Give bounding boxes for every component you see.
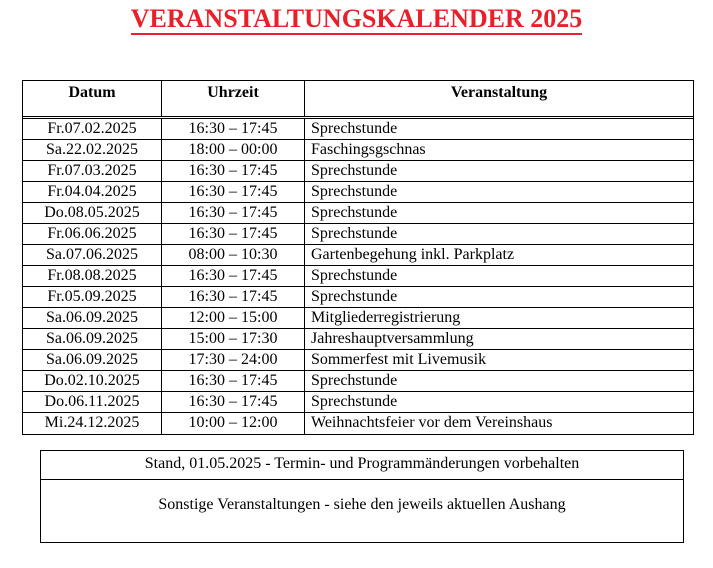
notice-box bbox=[40, 450, 684, 543]
cell-datum: Sa.07.06.2025 bbox=[23, 245, 162, 265]
cell-veranstaltung: Sprechstunde bbox=[311, 288, 398, 305]
cell-veranstaltung: Faschingsgschnas bbox=[311, 141, 426, 158]
notice-other-events: Sonstige Veranstaltungen - siehe den jeweils aktuellen Aushang bbox=[158, 496, 566, 513]
cell-datum: Do.02.10.2025 bbox=[23, 371, 162, 391]
cell-datum: Fr.05.09.2025 bbox=[23, 287, 162, 307]
header-datum: Datum bbox=[23, 81, 162, 116]
table-row bbox=[23, 329, 693, 350]
cell-veranstaltung: Jahreshauptversammlung bbox=[311, 330, 474, 347]
cell-datum: Fr.04.04.2025 bbox=[23, 182, 162, 202]
table-row bbox=[23, 245, 693, 266]
cell-uhrzeit: 16:30 – 17:45 bbox=[162, 371, 305, 391]
cell-veranstaltung: Sprechstunde bbox=[311, 162, 398, 179]
cell-uhrzeit: 16:30 – 17:45 bbox=[162, 224, 305, 244]
table-row bbox=[23, 182, 693, 203]
cell-datum: Sa.06.09.2025 bbox=[23, 308, 162, 328]
table-row bbox=[23, 224, 693, 245]
cell-veranstaltung: Sommerfest mit Livemusik bbox=[311, 351, 487, 368]
cell-veranstaltung: Sprechstunde bbox=[311, 225, 398, 242]
cell-veranstaltung: Weihnachtsfeier vor dem Vereinshaus bbox=[311, 414, 553, 431]
cell-datum: Do.08.05.2025 bbox=[23, 203, 162, 223]
cell-uhrzeit: 16:30 – 17:45 bbox=[162, 161, 305, 181]
table-row bbox=[23, 140, 693, 161]
table-row bbox=[23, 203, 693, 224]
cell-datum: Sa.06.09.2025 bbox=[23, 329, 162, 349]
table-row bbox=[23, 266, 693, 287]
table-row bbox=[23, 392, 693, 413]
cell-veranstaltung: Sprechstunde bbox=[311, 267, 398, 284]
table-body bbox=[23, 119, 693, 434]
cell-uhrzeit: 16:30 – 17:45 bbox=[162, 203, 305, 223]
cell-datum: Fr.07.03.2025 bbox=[23, 161, 162, 181]
cell-datum: Sa.22.02.2025 bbox=[23, 140, 162, 160]
table-row bbox=[23, 350, 693, 371]
cell-veranstaltung: Sprechstunde bbox=[311, 372, 398, 389]
cell-uhrzeit: 08:00 – 10:30 bbox=[162, 245, 305, 265]
page-title bbox=[0, 4, 713, 34]
cell-uhrzeit: 16:30 – 17:45 bbox=[162, 287, 305, 307]
table-row bbox=[23, 161, 693, 182]
cell-uhrzeit: 16:30 – 17:45 bbox=[162, 266, 305, 286]
cell-uhrzeit: 18:00 – 00:00 bbox=[162, 140, 305, 160]
table-row bbox=[23, 119, 693, 140]
cell-datum: Mi.24.12.2025 bbox=[23, 413, 162, 434]
cell-uhrzeit: 16:30 – 17:45 bbox=[162, 119, 305, 139]
table-row bbox=[23, 371, 693, 392]
cell-veranstaltung: Sprechstunde bbox=[311, 393, 398, 410]
cell-uhrzeit: 16:30 – 17:45 bbox=[162, 392, 305, 412]
cell-datum: Sa.06.09.2025 bbox=[23, 350, 162, 370]
cell-datum: Fr.08.08.2025 bbox=[23, 266, 162, 286]
cell-uhrzeit: 10:00 – 12:00 bbox=[162, 413, 305, 434]
notice-status: Stand, 01.05.2025 - Termin- und Programmänderungen vorbehalten bbox=[41, 451, 683, 480]
header-uhrzeit: Uhrzeit bbox=[162, 81, 305, 116]
cell-uhrzeit: 16:30 – 17:45 bbox=[162, 182, 305, 202]
table-header bbox=[23, 81, 693, 117]
header-veranstaltung: Veranstaltung bbox=[450, 84, 548, 101]
cell-veranstaltung: Gartenbegehung inkl. Parkplatz bbox=[311, 246, 515, 263]
cell-veranstaltung: Mitgliederregistrierung bbox=[311, 309, 461, 326]
event-table bbox=[22, 80, 694, 435]
cell-uhrzeit: 12:00 – 15:00 bbox=[162, 308, 305, 328]
cell-uhrzeit: 17:30 – 24:00 bbox=[162, 350, 305, 370]
cell-veranstaltung: Sprechstunde bbox=[311, 204, 398, 221]
cell-datum: Do.06.11.2025 bbox=[23, 392, 162, 412]
table-row bbox=[23, 308, 693, 329]
cell-uhrzeit: 15:00 – 17:30 bbox=[162, 329, 305, 349]
cell-datum: Fr.06.06.2025 bbox=[23, 224, 162, 244]
cell-veranstaltung: Sprechstunde bbox=[311, 183, 398, 200]
table-row bbox=[23, 287, 693, 308]
cell-datum: Fr.07.02.2025 bbox=[23, 119, 162, 139]
table-row bbox=[23, 413, 693, 434]
cell-veranstaltung: Sprechstunde bbox=[311, 120, 398, 137]
title-text: VERANSTALTUNGSKALENDER 2025 bbox=[130, 4, 583, 33]
